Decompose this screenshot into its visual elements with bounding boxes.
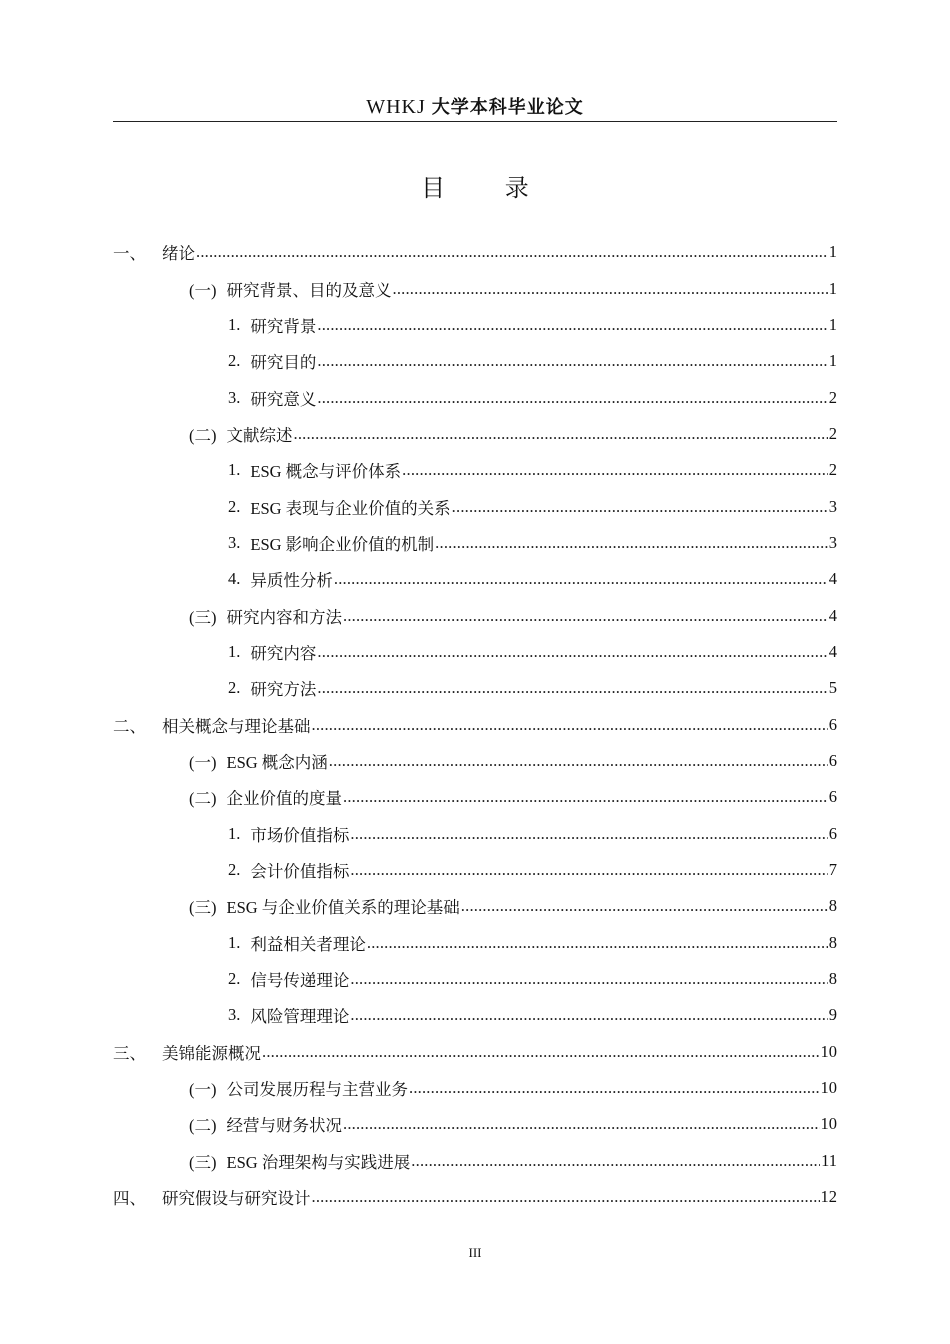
toc-entry[interactable]	[113, 270, 837, 306]
toc-entry-title: 公司发展历程与主营业务	[226, 1080, 408, 1100]
toc-entry-page: 11	[821, 1150, 837, 1170]
toc-title: 目 录	[421, 174, 555, 202]
toc-entry-page: 1	[828, 314, 837, 334]
toc-entry-page: 2	[828, 460, 837, 480]
toc-entry[interactable]	[113, 234, 837, 270]
toc-entry-page: 12	[820, 1187, 837, 1207]
toc-entry-number: 3.	[228, 387, 241, 407]
toc-dot-leader	[350, 969, 827, 989]
toc-dot-leader	[334, 569, 828, 589]
toc-dot-leader	[402, 460, 828, 480]
toc-dot-leader	[294, 424, 828, 444]
toc-entry[interactable]	[113, 452, 837, 488]
toc-entry[interactable]	[113, 706, 837, 742]
page-number: III	[468, 1245, 482, 1260]
toc-dot-leader	[343, 787, 828, 807]
toc-dot-leader	[196, 242, 828, 262]
toc-entry-page: 9	[828, 1005, 837, 1025]
toc-entry-number: 二、	[113, 716, 146, 736]
toc-entry-number: (二)	[189, 425, 217, 445]
toc-entry-number: (一)	[189, 752, 217, 772]
toc-entry[interactable]	[113, 379, 837, 415]
toc-entry[interactable]	[113, 961, 837, 997]
toc-entry-title: 研究内容和方法	[226, 607, 342, 627]
toc-entry-number: (一)	[189, 1080, 217, 1100]
toc-entry[interactable]	[113, 997, 837, 1033]
toc-entry-title: 研究内容	[250, 643, 317, 663]
toc-entry-page: 6	[828, 787, 837, 807]
toc-entry-number: 2.	[228, 351, 241, 371]
toc-entry-page: 6	[828, 823, 837, 843]
toc-dot-leader	[343, 1114, 820, 1134]
toc-entry-page: 8	[828, 969, 837, 989]
toc-entry[interactable]	[113, 561, 837, 597]
toc-entry-page: 1	[828, 351, 837, 371]
toc-entry[interactable]	[113, 925, 837, 961]
toc-entry[interactable]	[113, 343, 837, 379]
toc-entry-page: 1	[828, 278, 837, 298]
toc-entry[interactable]	[113, 779, 837, 815]
toc-entry-number: 4.	[228, 569, 241, 589]
toc-entry-number: (三)	[189, 607, 217, 627]
toc-entry-title: 研究背景、目的及意义	[226, 280, 392, 300]
toc-entry-number: 3.	[228, 1005, 241, 1025]
toc-entry-title: ESG 与企业价值关系的理论基础	[226, 898, 460, 918]
toc-entry[interactable]	[113, 597, 837, 633]
toc-dot-leader	[317, 678, 827, 698]
toc-entry[interactable]	[113, 307, 837, 343]
toc-entry[interactable]	[113, 816, 837, 852]
toc-entry-title: ESG 表现与企业价值的关系	[250, 498, 451, 518]
table-of-contents	[113, 234, 837, 1215]
toc-entry[interactable]	[113, 416, 837, 452]
toc-entry-page: 4	[828, 569, 837, 589]
toc-entry-number: (二)	[189, 789, 217, 809]
toc-entry[interactable]	[113, 1034, 837, 1070]
toc-entry[interactable]	[113, 634, 837, 670]
toc-entry[interactable]	[113, 488, 837, 524]
toc-entry-page: 10	[820, 1041, 837, 1061]
toc-entry[interactable]	[113, 670, 837, 706]
toc-entry-page: 5	[828, 678, 837, 698]
toc-dot-leader	[317, 315, 827, 335]
toc-entry-title: 风险管理理论	[250, 1007, 350, 1027]
running-header	[113, 93, 837, 119]
header-prefix: WHKJ	[366, 96, 432, 118]
toc-entry-page: 4	[828, 641, 837, 661]
toc-dot-leader	[350, 860, 827, 880]
toc-entry-page: 6	[828, 750, 837, 770]
toc-entry-title: 相关概念与理论基础	[162, 716, 311, 736]
toc-entry-page: 2	[828, 387, 837, 407]
toc-entry[interactable]	[113, 743, 837, 779]
toc-entry-title: 研究目的	[250, 353, 317, 373]
toc-entry-title: 异质性分析	[250, 571, 333, 591]
toc-dot-leader	[317, 388, 827, 408]
toc-dot-leader	[262, 1042, 820, 1062]
toc-entry-title: 信号传递理论	[250, 971, 350, 991]
toc-entry[interactable]	[113, 1106, 837, 1142]
toc-entry-number: 三、	[113, 1043, 146, 1063]
toc-entry-page: 3	[828, 532, 837, 552]
toc-entry-page: 1	[828, 242, 837, 262]
toc-entry[interactable]	[113, 1070, 837, 1106]
toc-dot-leader	[317, 351, 827, 371]
toc-entry-number: 2.	[228, 969, 241, 989]
toc-entry-number: 3.	[228, 532, 241, 552]
toc-entry-title: 会计价值指标	[250, 862, 350, 882]
toc-entry-number: 一、	[113, 244, 146, 264]
toc-dot-leader	[435, 533, 828, 553]
toc-entry-number: 1.	[228, 460, 241, 480]
toc-entry-page: 6	[828, 714, 837, 734]
toc-entry[interactable]	[113, 888, 837, 924]
toc-entry-number: 2.	[228, 860, 241, 880]
toc-entry-number: 四、	[113, 1189, 146, 1209]
toc-entry-page: 3	[828, 496, 837, 516]
toc-entry-number: 1.	[228, 932, 241, 952]
toc-entry-title: ESG 概念内涵	[226, 752, 328, 772]
toc-entry-page: 10	[820, 1078, 837, 1098]
toc-dot-leader	[393, 279, 828, 299]
toc-entry[interactable]	[113, 1179, 837, 1215]
toc-entry-title: 市场价值指标	[250, 825, 350, 845]
header-rule	[113, 121, 837, 122]
toc-entry-number: 2.	[228, 678, 241, 698]
toc-dot-leader	[409, 1078, 820, 1098]
toc-dot-leader	[317, 642, 827, 662]
toc-entry[interactable]	[113, 525, 837, 561]
header-title: 大学本科毕业论文	[431, 97, 584, 118]
toc-entry-title: ESG 影响企业价值的机制	[250, 534, 435, 554]
toc-entry-title: 研究意义	[250, 389, 317, 409]
toc-entry-number: 2.	[228, 496, 241, 516]
toc-entry-page: 8	[828, 896, 837, 916]
toc-entry-number: (三)	[189, 898, 217, 918]
toc-entry-title: 研究假设与研究设计	[162, 1189, 311, 1209]
toc-entry-number: 1.	[228, 641, 241, 661]
toc-dot-leader	[350, 824, 827, 844]
toc-entry-title: 文献综述	[226, 425, 293, 445]
toc-entry-number: (一)	[189, 280, 217, 300]
toc-entry-number: 1.	[228, 314, 241, 334]
toc-dot-leader	[367, 933, 828, 953]
toc-dot-leader	[312, 1187, 820, 1207]
toc-dot-leader	[411, 1151, 820, 1171]
toc-entry-title: ESG 概念与评价体系	[250, 462, 402, 482]
toc-entry-page: 8	[828, 932, 837, 952]
toc-entry-title: 经营与财务状况	[226, 1116, 342, 1136]
toc-entry-page: 2	[828, 423, 837, 443]
toc-entry-title: 研究方法	[250, 680, 317, 700]
toc-dot-leader	[329, 751, 828, 771]
toc-entry-title: 绪论	[162, 244, 195, 264]
toc-dot-leader	[350, 1005, 827, 1025]
toc-entry-page: 7	[828, 860, 837, 880]
toc-entry[interactable]	[113, 852, 837, 888]
toc-entry-number: 1.	[228, 823, 241, 843]
toc-entry-title: 企业价值的度量	[226, 789, 342, 809]
toc-entry-page: 4	[828, 605, 837, 625]
toc-entry-number: (三)	[189, 1152, 217, 1172]
toc-entry-page: 10	[820, 1114, 837, 1134]
toc-dot-leader	[312, 715, 828, 735]
toc-entry[interactable]	[113, 1143, 837, 1179]
toc-entry-number: (二)	[189, 1116, 217, 1136]
toc-entry-title: 美锦能源概况	[162, 1043, 261, 1063]
toc-entry-title: 利益相关者理论	[250, 934, 366, 954]
toc-dot-leader	[461, 896, 828, 916]
toc-entry-title: ESG 治理架构与实践进展	[226, 1152, 411, 1172]
toc-dot-leader	[343, 606, 828, 626]
toc-entry-title: 研究背景	[250, 316, 317, 336]
toc-dot-leader	[452, 497, 828, 517]
